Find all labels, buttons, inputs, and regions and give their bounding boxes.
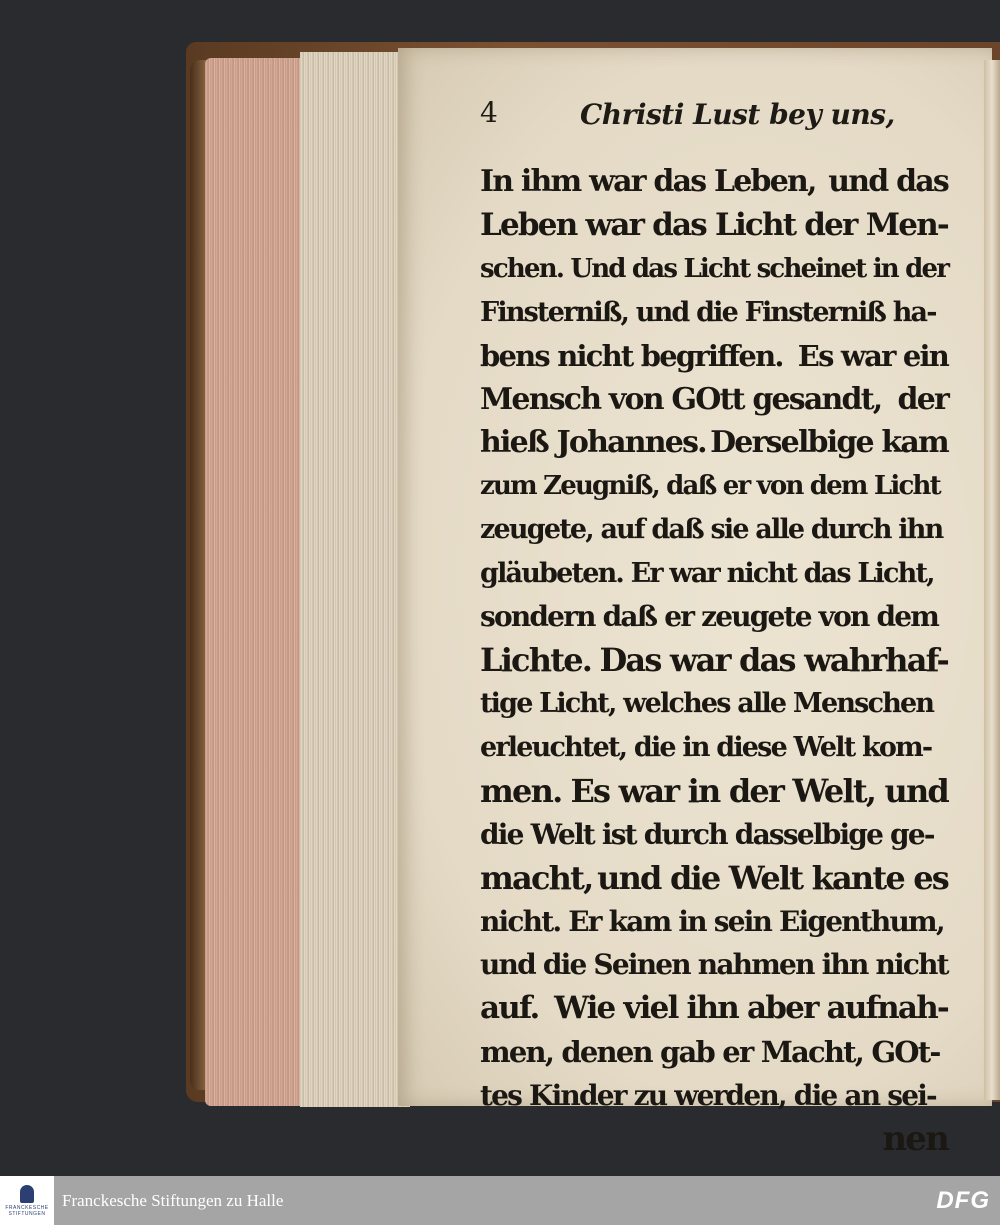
text-line: [480, 465, 948, 509]
text-line: [480, 856, 948, 900]
text-segment: tige Licht, welches alle Menschen: [480, 688, 934, 720]
text-segment: men.: [480, 771, 562, 810]
text-line: [480, 334, 948, 378]
text-segment: Leben war das Licht der: [480, 207, 857, 244]
text-segment: sondern daß er zeugete von dem: [480, 600, 939, 634]
catchword: nen: [882, 1118, 948, 1159]
text-segment: und die Seinen nahmen ihn nicht: [480, 948, 948, 982]
text-line: [480, 639, 948, 683]
text-segment: erleuchtet, die in diese Welt kom-: [480, 731, 932, 763]
text-segment: Es war in der Welt, und: [570, 771, 948, 810]
text-line: [480, 900, 948, 944]
text-segment: macht,: [480, 858, 593, 897]
text-segment: bens nicht begriffen.: [480, 338, 783, 373]
text-segment: Wie viel ihn aber aufnah-: [554, 990, 948, 1027]
text-line: [480, 769, 948, 813]
page-edges-inner: [300, 52, 410, 1107]
text-line: [480, 160, 948, 204]
text-segment: schen. Und das Licht scheinet in der: [480, 253, 949, 284]
text-segment: men, denen gab er Macht, GOt-: [480, 1034, 940, 1069]
institution-name[interactable]: Franckesche Stiftungen zu Halle: [62, 1190, 284, 1210]
text-segment: zeugete, auf daß sie alle durch ihn: [480, 514, 943, 546]
text-line: [480, 1074, 948, 1118]
text-segment: und das: [828, 164, 948, 200]
text-segment: zum Zeugniß, daß er von dem Licht: [480, 471, 940, 502]
text-segment: Derselbige kam: [710, 425, 948, 461]
footer-bar: [0, 1176, 1000, 1225]
tower-icon: [20, 1185, 34, 1203]
text-segment: tes Kinder zu werden, die an sei-: [480, 1078, 936, 1112]
text-line: [480, 552, 948, 596]
catchword-line: [480, 1117, 948, 1161]
text-line: [480, 247, 948, 291]
franckesche-logo[interactable]: [0, 1176, 54, 1225]
text-segment: auf.: [480, 990, 539, 1027]
text-segment: der: [897, 381, 948, 417]
text-line: [480, 943, 948, 987]
page-number: 4: [480, 96, 498, 129]
text-segment: Das war das wahrhaf-: [599, 641, 948, 680]
page-body-text: [480, 160, 948, 1161]
text-segment: Men-: [865, 207, 948, 244]
text-segment: nicht. Er kam in sein Eigenthum,: [480, 904, 944, 938]
text-segment: die Welt ist durch dasselbige ge-: [480, 817, 934, 851]
text-segment: und die Welt kante es: [597, 858, 948, 897]
text-line: [480, 204, 948, 248]
text-segment: gläubeten. Er war nicht das Licht,: [480, 557, 934, 589]
text-line: [480, 726, 948, 770]
text-line: [480, 987, 948, 1031]
running-head: Christi Lust bey uns,: [580, 98, 895, 131]
text-line: [480, 291, 948, 335]
page-header: [480, 96, 950, 136]
text-segment: Lichte.: [480, 641, 592, 680]
text-line: [480, 682, 948, 726]
text-line: [480, 421, 948, 465]
text-segment: Es war ein: [797, 338, 948, 373]
dfg-logo[interactable]: DFG: [936, 1186, 990, 1214]
logo-text: FRANCKESCHE STIFTUNGEN: [5, 1204, 49, 1217]
text-segment: hieß Johannes.: [480, 425, 706, 461]
text-segment: Finsterniß, und die Finsterniß ha-: [480, 296, 936, 328]
text-line: [480, 813, 948, 857]
text-segment: Mensch von GOtt gesandt,: [480, 381, 882, 417]
text-line: [480, 378, 948, 422]
text-line: [480, 1030, 948, 1074]
text-line: [480, 595, 948, 639]
text-segment: In ihm war das Leben,: [480, 164, 816, 200]
page-edge-right: [984, 60, 1000, 1100]
text-line: [480, 508, 948, 552]
